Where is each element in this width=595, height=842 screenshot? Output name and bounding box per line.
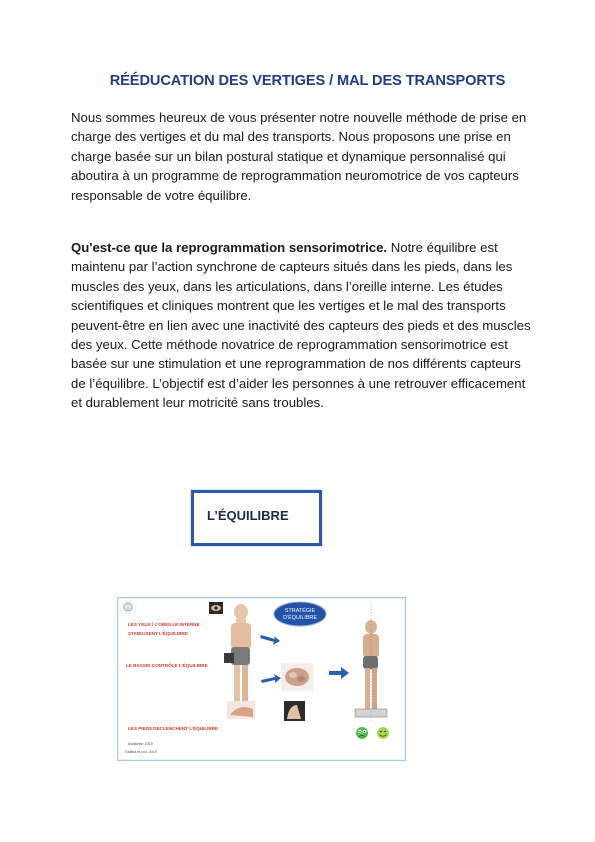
reprogramming-paragraph xyxy=(71,238,531,413)
label-feet: LES PIEDS DECLENCHENT L’ÉQUILIBRE xyxy=(128,726,219,731)
strategy-line1: STRATÉGIE xyxy=(284,608,316,614)
equilibre-label: L’ÉQUILIBRE xyxy=(207,508,289,523)
credit-line2: Gallina et coll, 2019 xyxy=(125,750,157,754)
reprogramming-heading: Qu'est-ce que la reprogrammation sensorimotrice. xyxy=(71,240,388,255)
strategy-badge xyxy=(274,602,326,626)
credit-line1: Aslakette, 2019 xyxy=(128,742,153,746)
page-title: RÉÉDUCATION DES VERTIGES / MAL DES TRANSPORTS xyxy=(109,73,506,89)
foot-photo-icon xyxy=(227,701,255,719)
strategy-line2: D’ÉQUILIBRE xyxy=(283,615,317,621)
eye-icon xyxy=(209,602,223,614)
equilibre-box xyxy=(191,490,322,546)
intro-paragraph: Nous sommes heureux de vous présenter notre nouvelle méthode de prise en charge des vertiges et du mal des transports. Nous proposons une prise en charge basée sur un bilan postural statique et dynamique personnalisé qui aboutira à un programme de reprogrammation neuromotrice de vos capteurs responsable de votre équilibre. xyxy=(71,110,527,203)
foot-sensor-icon xyxy=(284,701,305,721)
unhappy-face-icon xyxy=(356,727,368,739)
label-pelvis: LE BASSIN CONTRÔLE L’ÉQUILIBRE xyxy=(126,663,208,668)
reprogramming-body: Notre équilibre est maintenu par l’action synchrone de capteurs situés dans les pieds, dans les muscles des yeux, dans les articulations, dans l’oreille interne. Les études scientifiques et cliniques montrent que les vertiges et le mal des transports peuvent-être en lien avec une inactivité des capteurs des pieds et des muscles des yeux. Cette méthode novatrice de reprogrammation sensorimotrice est basée sur une stimulation et une reprogrammation de nos différents capteurs de l’équilibre. L’objectif est d’aider les personnes à une retrouver efficacement et durablement leur motricité sans troubles. xyxy=(71,240,531,411)
happy-face-icon xyxy=(377,727,389,739)
label-eyes-line1: LES YEUX / L’OREILLE INTERNE xyxy=(128,622,200,627)
brain-icon xyxy=(281,663,313,691)
label-eyes-line2: STABILISENT L’ÉQUILIBRE xyxy=(128,631,188,636)
balance-figure xyxy=(117,597,406,761)
